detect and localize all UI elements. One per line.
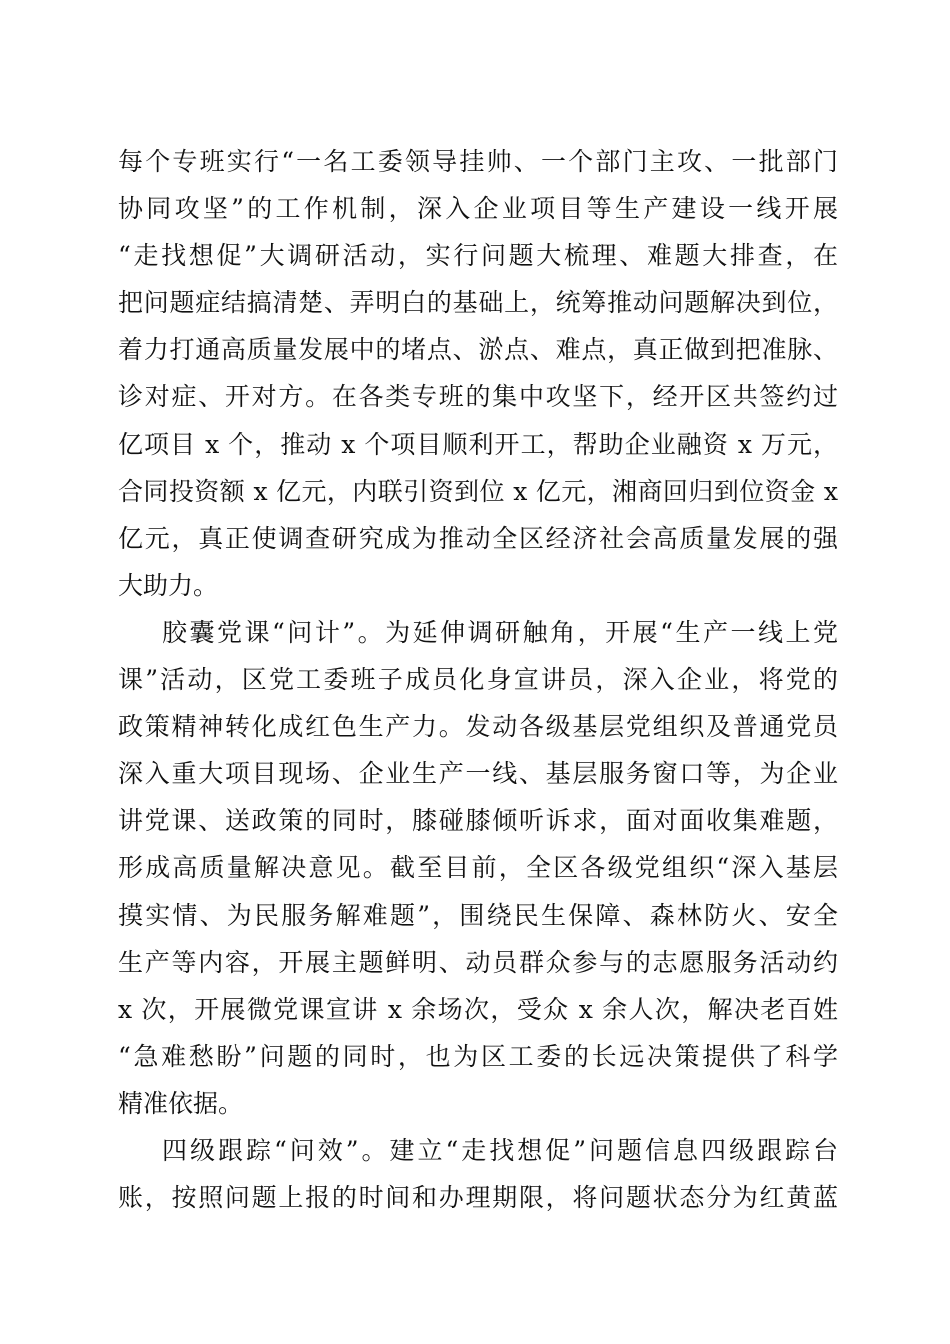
body-text	[118, 138, 838, 1221]
paragraph-2-line-2: 课”活动，区党工委班子成员化身宣讲员，深入企业，将党的	[118, 665, 838, 695]
paragraph-1-line-7: 亿项目 x 个，推动 x 个项目顺利开工，帮助企业融资 x 万元，	[118, 429, 838, 459]
paragraph-2-line-9: x 次，开展微党课宣讲 x 余场次，受众 x 余人次，解决老百姓	[118, 994, 838, 1024]
paragraph-1-line-2: 协同攻坚”的工作机制，深入企业项目等生产建设一线开展	[118, 194, 838, 224]
paragraph-2-line-5: 讲党课、送政策的同时，膝碰膝倾听诉求，面对面收集难题，	[118, 806, 838, 836]
paragraph-3-line-1: 四级跟踪“问效”。建立“走找想促”问题信息四级跟踪台	[162, 1135, 838, 1165]
paragraph-2-line-4: 深入重大项目现场、企业生产一线、基层服务窗口等，为企业	[118, 759, 838, 789]
paragraph-2-line-6: 形成高质量解决意见。截至目前，全区各级党组织“深入基层	[118, 853, 838, 883]
paragraph-2-line-10: “急难愁盼”问题的同时，也为区工委的长远决策提供了科学	[118, 1041, 838, 1071]
paragraph-2-line-11: 精准依据。	[118, 1088, 244, 1118]
paragraph-1-line-1: 每个专班实行“一名工委领导挂帅、一个部门主攻、一批部门	[118, 147, 838, 176]
paragraph-1-line-5: 着力打通高质量发展中的堵点、淤点、难点，真正做到把准脉、	[118, 335, 838, 365]
paragraph-2-line-3: 政策精神转化成红色生产力。发动各级基层党组织及普通党员	[118, 712, 838, 742]
paragraph-1-line-9: 亿元，真正使调查研究成为推动全区经济社会高质量发展的强	[118, 523, 838, 553]
paragraph-1-line-6: 诊对症、开对方。在各类专班的集中攻坚下，经开区共签约过	[118, 382, 838, 412]
paragraph-1-line-10: 大助力。	[118, 570, 219, 600]
paragraph-2-line-1: 胶囊党课“问计”。为延伸调研触角，开展“生产一线上党	[162, 617, 838, 647]
paragraph-1-line-8: 合同投资额 x 亿元，内联引资到位 x 亿元，湘商回归到位资金 x	[118, 476, 838, 506]
paragraph-3-line-2: 账，按照问题上报的时间和办理期限，将问题状态分为红黄蓝	[118, 1183, 838, 1213]
paragraph-1-line-3: “走找想促”大调研活动，实行问题大梳理、难题大排查，在	[118, 241, 838, 271]
paragraph-2-line-8: 生产等内容，开展主题鲜明、动员群众参与的志愿服务活动约	[118, 947, 838, 977]
paragraph-2-line-7: 摸实情、为民服务解难题”，围绕民生保障、森林防火、安全	[118, 900, 838, 930]
paragraph-1-line-4: 把问题症结搞清楚、弄明白的基础上，统筹推动问题解决到位，	[118, 288, 838, 318]
